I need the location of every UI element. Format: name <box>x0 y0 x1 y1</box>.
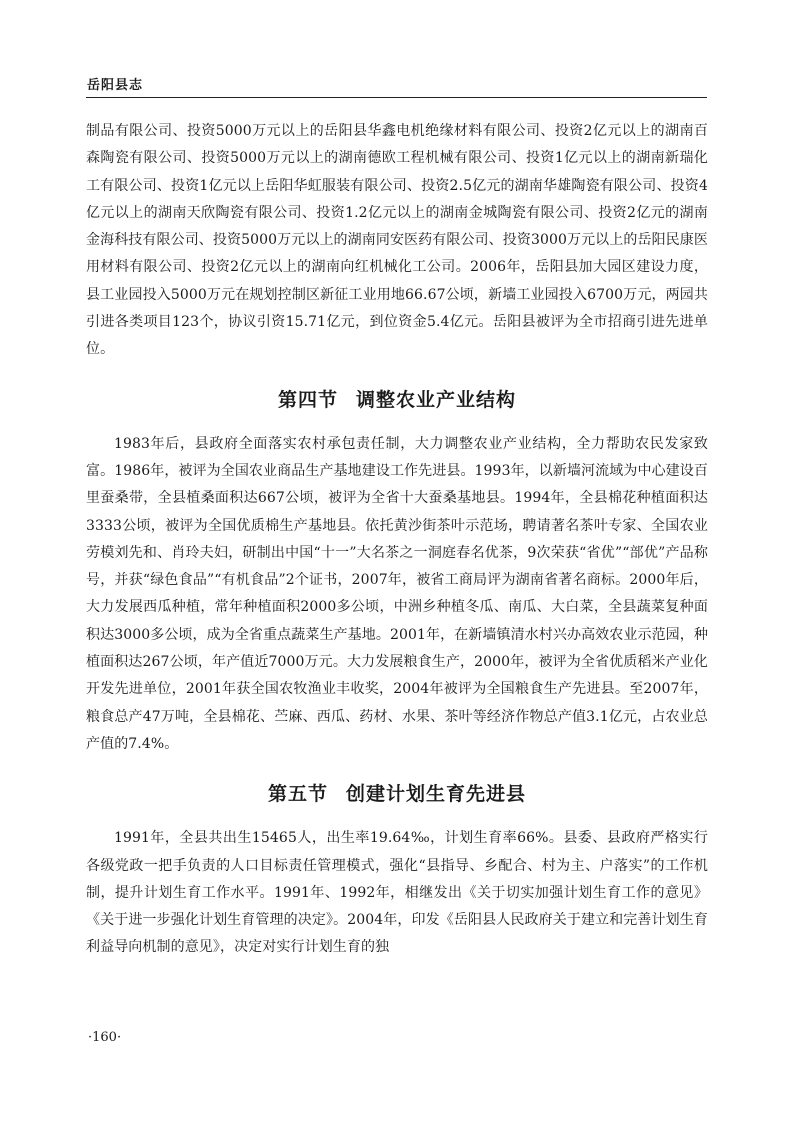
section-number: 第四节 <box>277 388 338 411</box>
paragraph-agriculture: 1983年后，县政府全面落实农村承包责任制，大力调整农业产业结构，全力帮助农民发家致富。1986年，被评为全国农业商品生产基地建设工作先进县。1993年，以新墙河流域为中心建设百里蚕桑带，全县植桑面积达667公顷，被评为全省十大蚕桑基地县。1994年，全县棉花种植面积达3333公顷，被评为全国优质棉生产基地县。依托黄沙街茶叶示范场，聘请著名茶叶专家、全国农业劳模刘先和、肖玲夫妇，研制出中国“十一”大名茶之一洞庭春名优茶，9次荣获“省优”“部优”产品称号，并获“绿色食品”“有机食品”2个证书，2007年，被省工商局评为湖南省著名商标。2000年后，大力发展西瓜种植，常年种植面积2000多公顷，中洲乡种植冬瓜、南瓜、大白菜，全县蔬菜复种面积达3000多公顷，成为全省重点蔬菜生产基地。2001年，在新墙镇清水村兴办高效农业示范园，种植面积达267公顷，年产值近7000万元。大力发展粮食生产，2000年，被评为全省优质稻米产业化开发先进单位，2001年获全国农牧渔业丰收奖，2004年被评为全国粮食生产先进县。至2007年，粮食总产47万吨，全县棉花、苎麻、西瓜、药材、水果、茶叶等经济作物总产值3.1亿元，占农业总产值的7.4%。 <box>86 435 708 752</box>
paragraph-investment-continued: 制品有限公司、投资5000万元以上的岳阳县华鑫电机绝缘材料有限公司、投资2亿元以上的湖南百森陶瓷有限公司、投资5000万元以上的湖南德欧工程机械有限公司、投资1亿元以上的湖南新瑞化工有限公司、投资1亿元以上岳阳华虹服装有限公司、投资2.5亿元的湖南华雄陶瓷有限公司、投资4亿元以上的湖南天欣陶瓷有限公司、投资1.2亿元以上的湖南金城陶瓷有限公司、投资2亿元的湖南金海科技有限公司、投资5000万元以上的湖南同安医药有限公司、投资3000万元以上的岳阳民康医用材料有限公司、投资2亿元以上的湖南向红机械化工公司。2006年，岳阳县加大园区建设力度，县工业园投入5000万元在规划控制区新征工业用地66.67公顷，新墙工业园投入6700万元，两园共引进各类项目123个，协议引资15.71亿元，到位资金5.4亿元。岳阳县被评为全市招商引进先进单位。 <box>86 123 708 358</box>
section-title-text: 调整农业产业结构 <box>356 388 517 411</box>
section-heading-5 <box>86 779 708 806</box>
paragraph-family-planning: 1991年，全县共出生15465人，出生率19.64‰，计划生育率66%。县委、县政府严格实行各级党政一把手负责的人口目标责任管理模式，强化“县指导、乡配合、村为主、户落实”的工作机制，提升计划生育工作水平。1991年、1992年，相继发出《关于切实加强计划生育工作的意见》《关于进一步强化计划生育管理的决定》。2004年，印发《岳阳县人民政府关于建立和完善计划生育利益导向机制的意见》，决定对实行计划生育的独 <box>86 830 708 956</box>
header-divider <box>86 97 707 98</box>
page-body <box>86 118 708 962</box>
section-title-text: 创建计划生育先进县 <box>346 783 527 806</box>
section-number: 第五节 <box>267 783 328 806</box>
section-heading-4 <box>86 385 708 412</box>
running-header-title: 岳阳县志 <box>87 78 144 93</box>
page-number: ·160· <box>88 1030 122 1045</box>
